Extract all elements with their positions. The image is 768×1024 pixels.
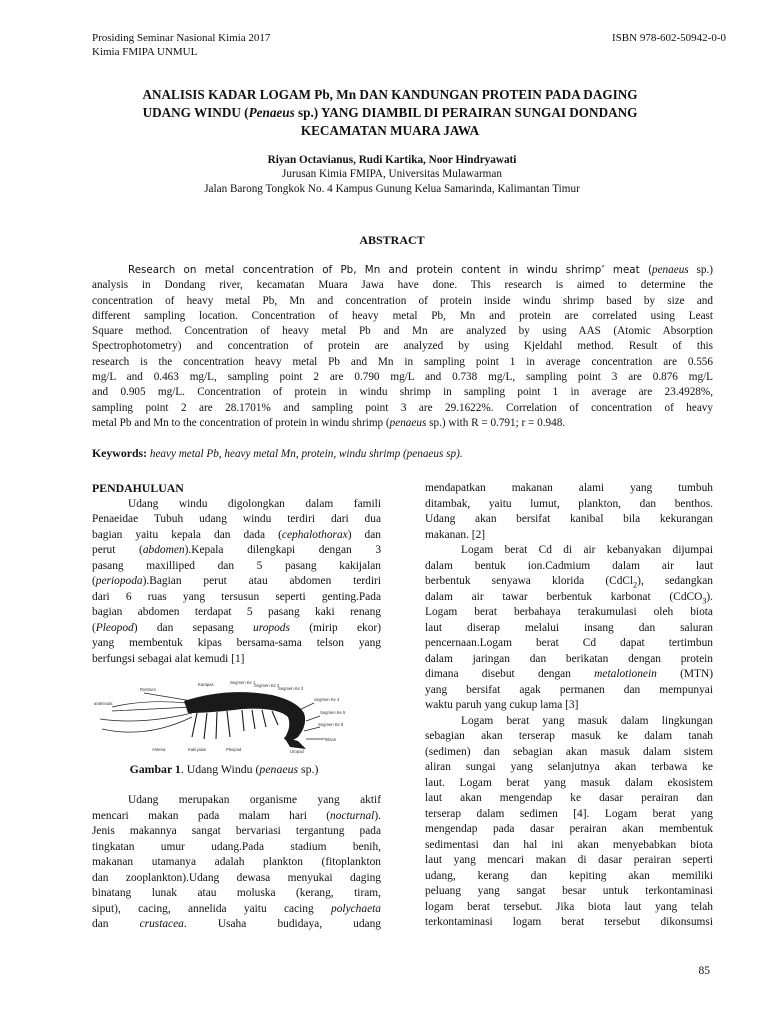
label-uropod: Uropod	[290, 749, 304, 754]
paragraph-line: dan zooplankton).Udang dewasa menyukai daging	[92, 871, 381, 884]
label-pleopod: Pleopod	[226, 747, 242, 752]
abstract-line: Square method. Concentration of heavy metal Pb and Mn are analyzed by using AAS (Atomic Absorption	[92, 325, 713, 338]
label-segmen-5: Segmen Ke 5	[320, 710, 346, 715]
paragraph-line: Udang akan bersifat kanibal bila kekurangan	[425, 513, 713, 525]
paragraph-line: Jenis makannya sangat bervariasi tergantung pada	[92, 825, 381, 837]
paragraph-line: Logam berat berbahaya terakumulasi oleh biota	[425, 606, 713, 618]
paragraph-line: pasang maxilliped dan 5 pasang kakijalan	[92, 559, 381, 572]
abstract-line: concentration of heavy metal Pb, Mn and concentration of protein inside windu shrimp based by size and	[92, 294, 713, 307]
abstract-line: analysis in Dondang river, kecamatan Muara Jawa have done. This research is aimed to determine the	[92, 279, 713, 292]
paragraph-line: Logam berat yang masuk dalam lingkungan	[461, 714, 713, 727]
abstract-heading: ABSTRACT	[359, 233, 425, 247]
keywords-label: Keywords:	[92, 446, 148, 460]
label-kaki-jalan: Kaki jalan	[188, 747, 207, 752]
paragraph-line: Udang windu digolongkan dalam famili	[128, 497, 381, 510]
paragraph-line: yang membentuk kipas bersama-sama telson yang	[92, 637, 381, 649]
paragraph-line: laut diserap melalui insang dan saluran	[425, 621, 713, 634]
paragraph-line: sedimentasi dan hal ini akan menyebabkan biota	[425, 838, 713, 851]
label-telson: Telson	[324, 737, 337, 742]
paragraph-line: peluang yang sangat besar untuk terkontaminasi	[425, 885, 713, 897]
paragraph-line: Penaeidae Tubuh udang windu terdiri dari dua	[92, 513, 381, 525]
abstract-body	[92, 263, 713, 431]
paragraph-line: logam berat tersebut. Jika biota laut yang telah	[425, 900, 713, 913]
abstract-line: metal Pb and Mn to the concentration of protein in windu shrimp (penaeus sp.) with R = 0.791; r = 0.948.	[92, 416, 566, 429]
paragraph-line: makanan utamanya adalah plankton (fitoplankton	[92, 856, 381, 868]
abstract-line: Spectrophotometry) and concentration of protein are analyzed by using Kjeldahl method. Result of this	[92, 340, 713, 353]
abstract-line: sampling point 2 are 28.1701% and sampling point 3 are 29.1622%. Correlation of concentration of heavy	[92, 401, 713, 414]
authors: Riyan Octavianus, Rudi Kartika, Noor Hindryawati	[267, 154, 517, 166]
label-segmen-4: Segmen Ke 4	[314, 697, 340, 702]
paragraph-line: ditambak, yaitu lumut, plankton, dan benthos.	[425, 497, 713, 510]
paragraph-line: waktu paruh yang cukup lama [3]	[425, 699, 579, 711]
label-antennula: antennula	[94, 701, 113, 706]
page-number: 85	[698, 965, 710, 977]
section-heading: PENDAHULUAN	[92, 481, 184, 495]
paragraph-line: udang, kerang dan kepiting akan memiliki	[425, 869, 713, 882]
left-column-top	[92, 481, 381, 667]
paragraph-line: binatang lunak atau moluska (kerang, tiram,	[92, 887, 381, 899]
paragraph-line: laut akan mengendap ke dasar perairan dan	[425, 792, 713, 804]
institution-name: Kimia FMIPA UNMUL	[92, 45, 198, 58]
paragraph-line: terserap dalam sedimen [4]. Logam berat yang	[425, 807, 713, 820]
paragraph-line: sebagian akan terserap masuk ke dalam tanah	[425, 730, 713, 742]
paragraph-line: berbentuk senyawa klorida (CdCl$_2$), sedangkan	[425, 575, 713, 590]
paragraph-line: dalam jaringan dan berikatan dengan protein	[425, 652, 713, 665]
left-column-bottom	[92, 793, 381, 933]
abstract-line: different sampling location. Concentration of heavy metal Pb, Mn and protein are correlated using Least	[92, 309, 713, 322]
paragraph-line: Udang merupakan organisme yang aktif	[128, 794, 381, 806]
label-karapas: Karapas	[198, 682, 214, 687]
paragraph-line: berfungsi sebagai alat kemudi [1]	[92, 652, 245, 665]
paragraph-line: dalam bentuk ion.Cadmium dalam air laut	[425, 559, 713, 572]
paragraph-line: makanan. [2]	[425, 528, 486, 541]
label-segmen-6: Segmen Ke 6	[318, 722, 344, 727]
title-line-2: UDANG WINDU (Penaeus sp.) YANG DIAMBIL DI PERAIRAN SUNGAI DONDANG	[142, 105, 638, 120]
paragraph-line: Logam berat Cd di air kebanyakan dijumpai	[461, 544, 713, 556]
label-rostrum: Rostrum	[140, 687, 156, 692]
abstract-line: and 0.905 mg/L. Concentration of protein in windu shrimp in sampling point 1 in average are 23.4928%,	[92, 386, 713, 399]
paragraph-line: dalam air tawar berbentuk karbonat (CdCO$_3$).	[425, 590, 713, 605]
title-line-3: KECAMATAN MUARA JAWA	[300, 123, 480, 138]
paragraph-line: (sedimen) dan sebagian akan masuk dalam sistem	[425, 745, 713, 758]
running-header-left	[92, 32, 270, 59]
paragraph-line: bagian yaitu kepala dan dada (cephalothorax) dan	[92, 528, 382, 541]
paragraph-line: dimana disebut dengan metalotionein (MTN)	[425, 668, 713, 680]
paper-title	[90, 86, 690, 140]
abstract-line: Research on metal concentration of Pb, Mn and protein content in windu shrimp’ meat (penaeus sp.)	[128, 264, 713, 276]
paragraph-line: yang bersifat agak permanen dan mempunyai	[425, 683, 713, 696]
address: Jalan Barong Tongkok No. 4 Kampus Gunung Kelua Samarinda, Kalimantan Timur	[204, 183, 580, 195]
paragraph-line: terkontaminasi logam berat tersebut dikonsumsi	[425, 916, 713, 928]
paragraph-line: aliran sungai yang selanjutnya akan terbawa ke	[425, 761, 713, 773]
paragraph-line: mendapatkan makanan alami yang tumbuh	[425, 482, 713, 494]
right-column	[425, 481, 713, 931]
label-antena: Antena	[152, 747, 166, 752]
figure-caption: Gambar 1. Udang Windu (penaeus sp.)	[129, 762, 319, 776]
paragraph-line: perut (abdomen).Kepala dilengkapi dengan 3	[92, 544, 382, 556]
paragraph-line: (periopoda).Bagian perut atau abdomen terdiri	[92, 575, 381, 587]
paragraph-line: dan crustacea. Usaha budidaya, udang	[92, 918, 382, 930]
shrimp-figure	[92, 679, 356, 754]
keywords	[92, 446, 463, 461]
abstract-line: research is the concentration heavy metal Pb and Mn in sampling point 1 in average concentration are 0.556	[92, 355, 713, 368]
paragraph-line: mencari makan pada malam hari (nocturnal).	[92, 809, 381, 822]
label-segmen-2: Segmen Ke 2	[254, 683, 280, 688]
proceedings-name: Prosiding Seminar Nasional Kimia 2017	[92, 32, 271, 44]
paragraph-line: tingkatan umur udang.Pada stadium benih,	[92, 840, 381, 853]
label-segmen-1: Segmen Ke 1	[230, 680, 256, 685]
paragraph-line: dari 6 ruas yang tersusun seperti genting.Pada	[92, 590, 381, 603]
paragraph-line: laut yang mencari makan di dasar perairan seperti	[425, 854, 713, 866]
isbn: ISBN 978-602-50942-0-0	[612, 32, 726, 44]
title-line-1: ANALISIS KADAR LOGAM Pb, Mn DAN KANDUNGAN PROTEIN PADA DAGING	[142, 87, 638, 102]
label-segmen-3: Segmen Ke 3	[278, 686, 304, 691]
abstract-line: mg/L and 0.463 mg/L, sampling point 2 are 0.790 mg/L and 0.738 mg/L, sampling point 3 are 0.876 mg/L	[92, 371, 713, 384]
paragraph-line: (Pleopod) dan sepasang uropods (mirip ekor)	[92, 621, 382, 634]
paragraph-line: mengendap pada dasar perairan akan membentuk	[425, 823, 713, 835]
keywords-text: heavy metal Pb, heavy metal Mn, protein, windu shrimp (penaeus sp).	[147, 448, 463, 460]
paragraph-line: laut. Logam berat yang masuk dalam ekosistem	[425, 776, 713, 789]
paragraph-line: pencernaan.Logam berat Cd dapat tertimbun	[425, 637, 713, 649]
affiliation: Jurusan Kimia FMIPA, Universitas Mulawarman	[282, 168, 502, 180]
paragraph-line: bagian abdomen terdapat 5 pasang kaki renang	[92, 606, 381, 618]
paragraph-line: siput), cacing, annelida yaitu cacing polychaeta	[92, 902, 381, 915]
